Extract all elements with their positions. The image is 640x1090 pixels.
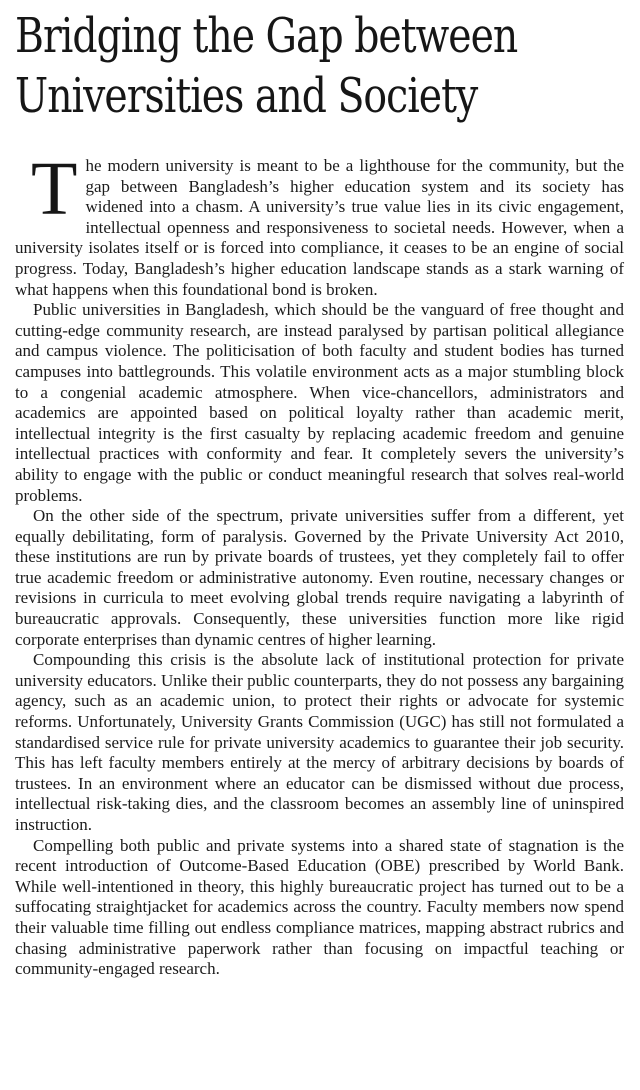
article-headline	[15, 0, 518, 126]
drop-cap: T	[31, 147, 78, 231]
paragraph-3: On the other side of the spectrum, private universities suffer from a different, yet equally debilitating, form of paralysis. Governed by the Private University Act 2010, these institutions are run by private boards of trustees, yet they completely fail to offer true academic freedom or administrative autonomy. Even routine, necessary changes or revisions in curricula to meet evolving global trends require navigating a labyrinth of bureaucratic approvals. Consequently, these universities function more like rigid corporate enterprises than dynamic centres of higher learning.	[15, 506, 624, 649]
paragraph-1-text: he modern university is meant to be a lighthouse for the community, but the gap between Bangladesh’s higher education system and its society has widened into a chasm. A university’s true value lies in its civic engagement, intellectual openness and responsiveness to societal needs. However, when a university isolates itself or is forced into compliance, it ceases to be an engine of social progress. Today, Bangladesh’s higher education landscape stands as a stark warning of what happens when this foundational bond is broken.	[15, 156, 624, 299]
paragraph-4: Compounding this crisis is the absolute lack of institutional protection for private university educators. Unlike their public counterparts, they do not possess any bargaining agency, such as an academic union, to protect their rights or advocate for systemic reforms. Unfortunately, University Grants Commission (UGC) has still not formulated a standardised service rule for private university academics to guarantee their job security. This has left faculty members entirely at the mercy of arbitrary decisions by boards of trustees. In an environment where an educator can be dismissed without due process, intellectual risk-taking dies, and the classroom becomes an assembly line of uninspired instruction.	[15, 650, 624, 834]
paragraph-1	[15, 147, 624, 300]
article-body	[15, 147, 624, 980]
paragraph-2: Public universities in Bangladesh, which should be the vanguard of free thought and cutting-edge community research, are instead paralysed by partisan political allegiance and campus violence. The politicisation of both faculty and student bodies has turned campuses into battlegrounds. This volatile environment acts as a major stumbling block to a congenial academic atmosphere. When vice-chancellors, administrators and academics are appointed based on political loyalty rather than academic merit, intellectual integrity is the first casualty by replacing academic freedom and genuine intellectual practices with conformity and fear. It completely severs the university’s ability to engage with the public or conduct meaningful research that solves real-world problems.	[15, 300, 624, 505]
paragraph-5: Compelling both public and private systems into a shared state of stagnation is the recent introduction of Outcome-Based Education (OBE) prescribed by World Bank. While well-intentioned in theory, this highly bureaucratic project has turned out to be a suffocating straightjacket for academics across the country. Faculty members now spend their valuable time filling out endless compliance matrices, mapping abstract rubrics and chasing administrative paperwork rather than focusing on impactful teaching or community-engaged research.	[15, 835, 624, 979]
headline-line-1: Bridging the Gap between	[15, 8, 518, 64]
headline-line-2: Universities and Society	[15, 68, 478, 124]
